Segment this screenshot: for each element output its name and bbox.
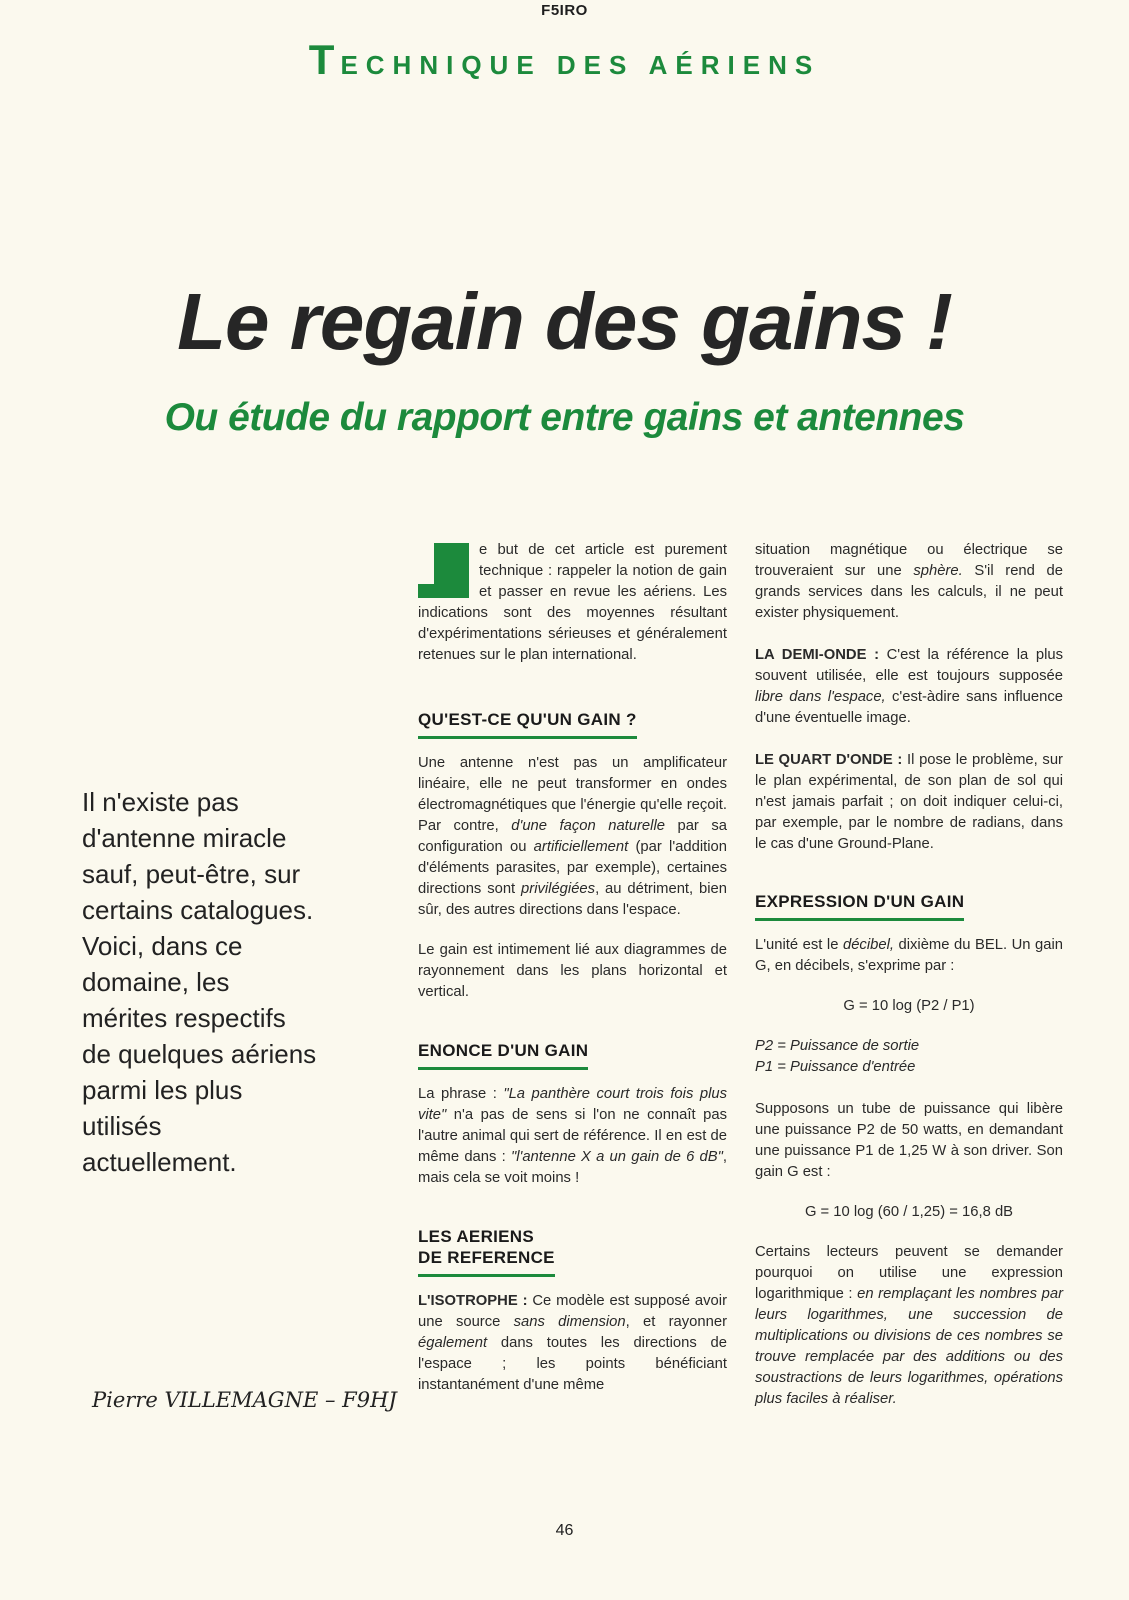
term-label: LA DEMI-ONDE : xyxy=(755,647,879,663)
text: Ce modèle est supposé avoir une source xyxy=(418,1293,727,1330)
unit-paragraph xyxy=(755,935,1063,977)
page-reference: F5IRO xyxy=(541,2,588,19)
definition-p1: P1 = Puissance d'entrée xyxy=(755,1059,916,1075)
text-italic: libre dans l'espace, xyxy=(755,689,886,705)
text-italic: également xyxy=(418,1335,488,1351)
text-italic: décibel, xyxy=(842,937,894,953)
article-column-1 xyxy=(418,540,727,1396)
text: L'unité est le xyxy=(755,937,843,953)
heading-line: DE REFERENCE xyxy=(418,1248,555,1267)
text: Certains lecteurs peuvent se demander pourquoi on utilise une expression logarithmique : xyxy=(755,1244,1063,1302)
gain-paragraph-2: Le gain est intimement lié aux diagrammes de rayonnement dans les plans horizontal et vertical. xyxy=(418,942,727,1000)
heading-gain-wrap xyxy=(418,709,727,739)
section-title xyxy=(0,36,1129,84)
lede-line: certains catalogues. xyxy=(82,895,314,925)
text: c'est-àdire sans influence d'une éventuelle image. xyxy=(755,689,1063,726)
tube-example-paragraph: Supposons un tube de puissance qui libère une puissance P2 de 50 watts, en demandant une puissance P1 de 1,25 W à son driver. Son gain G est : xyxy=(755,1101,1063,1180)
text: Il pose le problème, sur le plan expérimental, de son plan de sol qui n'est jamais parfait ; on doit indiquer celui-ci, par exemple, par le nombre de radians, dans le cas d'une Ground-Plane. xyxy=(755,752,1063,852)
gain-calculation: G = 10 log (60 / 1,25) = 16,8 dB xyxy=(804,1204,1014,1220)
gain-paragraph-1 xyxy=(418,753,727,921)
term-label: L'ISOTROPHE : xyxy=(418,1293,528,1309)
author-signature: Pierre VILLEMAGNE – F9HJ xyxy=(92,1388,397,1412)
drop-cap-L xyxy=(418,543,469,598)
isotrope-continued xyxy=(755,540,1063,624)
text-italic: sans dimension xyxy=(513,1314,626,1330)
term-label: LE QUART D'ONDE : xyxy=(755,752,903,768)
text: , et rayonner xyxy=(625,1314,727,1330)
article-title: Le regain des gains ! xyxy=(177,277,952,366)
text-italic: "La panthère court trois fois plus vite" xyxy=(418,1086,727,1123)
text: par sa configuration ou xyxy=(418,818,727,855)
lede-line: utilisés xyxy=(82,1111,162,1141)
lede-line: Voici, dans ce xyxy=(82,931,243,961)
heading-line: LES AERIENS xyxy=(418,1227,535,1246)
article-subtitle: Ou étude du rapport entre gains et antennes xyxy=(164,396,965,439)
section-title-rest: ECHNIQUE DES AÉRIENS xyxy=(340,50,821,80)
text: , au détriment, bien sûr, des autres directions dans l'espace. xyxy=(418,881,727,918)
heading-enonce: ENONCE D'UN GAIN xyxy=(418,1040,588,1070)
gain-formula: G = 10 log (P2 / P1) xyxy=(843,998,975,1014)
intro-text: e but de cet article est purement technique : rappeler la notion de gain et passer en revue les aériens. Les indications sont des moyennes résultant d'expérimentations sérieuses et généralement retenues sur le plan international. xyxy=(418,542,727,663)
lede-line: mérites respectifs xyxy=(82,1003,286,1033)
logarithm-paragraph xyxy=(755,1242,1063,1410)
text: La phrase : xyxy=(418,1086,504,1102)
lede-line: parmi les plus xyxy=(82,1075,243,1105)
text-italic: artificiellement xyxy=(533,839,629,855)
article-column-2 xyxy=(755,540,1063,1410)
intro-paragraph xyxy=(418,540,727,666)
text-italic: privilégiées xyxy=(521,881,596,897)
text: , mais cela se voit moins ! xyxy=(418,1149,727,1186)
text: Une antenne n'est pas un amplificateur linéaire, elle ne peut transformer en ondes électromagnétiques que l'énergie qu'elle reçoit. Par contre, xyxy=(418,755,727,834)
page-number: 46 xyxy=(555,1522,574,1539)
heading-what-is-gain: QU'EST-CE QU'UN GAIN ? xyxy=(418,709,637,739)
lede-line: Il n'existe pas xyxy=(82,787,239,817)
heading-expression-wrap xyxy=(755,891,1063,921)
isotrope-paragraph xyxy=(418,1291,727,1396)
text: situation magnétique ou électrique se trouveraient sur une xyxy=(755,542,1063,579)
lede-line: actuellement. xyxy=(82,1147,237,1177)
lede-line: d'antenne miracle xyxy=(82,823,287,853)
text-italic: sphère. xyxy=(913,563,963,579)
enonce-paragraph xyxy=(418,1084,727,1189)
text: dans toutes les directions de l'espace ; les points bénéficiant instantanément d'une même xyxy=(418,1335,727,1393)
heading-enonce-wrap xyxy=(418,1040,727,1070)
lede-line: sauf, peut-être, sur xyxy=(82,859,301,889)
heading-reference-wrap xyxy=(418,1226,727,1277)
text: S'il rend de grands services dans les calculs, il ne peut exister physiquement. xyxy=(755,563,1063,621)
definition-p2: P2 = Puissance de sortie xyxy=(755,1038,920,1054)
text: (par l'addition d'éléments parasites, par exemple), certaines directions sont xyxy=(418,839,727,897)
lede-line: de quelques aériens xyxy=(82,1039,317,1069)
text-italic: en remplaçant les nombres par leurs logarithmes, une succession de multiplications ou divisions de ces nombres se trouve remplacée par des additions ou des soustractions de leurs logarithmes, opérations plus faciles à réaliser. xyxy=(755,1286,1063,1407)
heading-expression: EXPRESSION D'UN GAIN xyxy=(755,891,964,921)
text-italic: "l'antenne X a un gain de 6 dB" xyxy=(510,1149,723,1165)
quarter-wave-paragraph xyxy=(755,750,1063,855)
section-title-initial: T xyxy=(308,36,341,83)
heading-reference-aerials xyxy=(418,1226,555,1277)
half-wave-paragraph xyxy=(755,645,1063,729)
lede-text xyxy=(82,784,402,1180)
text: n'a pas de sens si l'on ne connaît pas l'autre animal qui sert de référence. Il en est de même dans : xyxy=(418,1107,727,1165)
lede-line: domaine, les xyxy=(82,967,230,997)
text: dixième du BEL. Un gain G, en décibels, s'exprime par : xyxy=(755,937,1063,974)
text-italic: d'une façon naturelle xyxy=(511,818,665,834)
text: C'est la référence la plus souvent utilisée, elle est toujours supposée xyxy=(755,647,1063,684)
